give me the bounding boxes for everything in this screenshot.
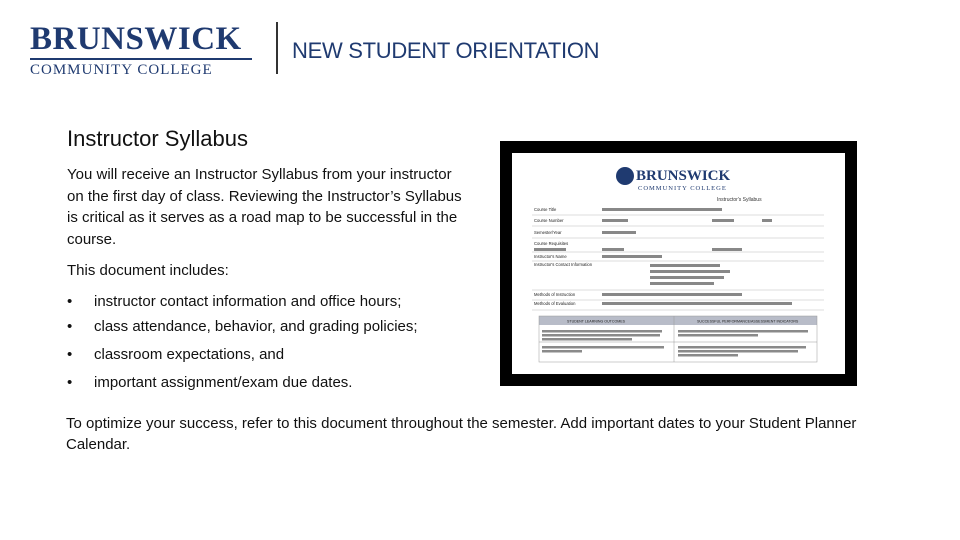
bullet-item — [67, 373, 418, 395]
syllabus-label: Semester/Year — [534, 230, 562, 235]
bullet-icon: • — [67, 374, 73, 391]
header-title: NEW STUDENT ORIENTATION — [292, 38, 600, 63]
seal-icon — [616, 167, 634, 185]
syllabus-label: Methods of Instruction — [534, 292, 576, 297]
syllabus-values — [534, 208, 792, 305]
bullet-text: important assignment/exam due dates. — [94, 374, 353, 391]
slide-title: Instructor Syllabus — [67, 126, 248, 151]
intro-paragraph: You will receive an Instructor Syllabus from your instructor on the first day of class. Reviewing the Instructor’s Syllabus is critical as it serves as a road map to be successful in the course. — [67, 166, 462, 248]
closing-paragraph: To optimize your success, refer to this document throughout the semester. Add important dates to your Student Planner Calendar. — [66, 415, 857, 453]
syllabus-label: Methods of Evaluation — [534, 301, 576, 306]
syllabus-heading: Instructor's Syllabus — [717, 197, 762, 203]
bullet-text: classroom expectations, and — [94, 346, 285, 363]
syllabus-table-col: SUCCESSFUL PERFORMANCE/ASSESSMENT INDICATORS — [697, 319, 799, 324]
syllabus-drawing — [512, 153, 845, 374]
bullet-text: class attendance, behavior, and grading policies; — [94, 318, 418, 335]
bullet-text: instructor contact information and office hours; — [94, 293, 402, 310]
bullet-item — [67, 345, 418, 367]
syllabus-table-col: STUDENT LEARNING OUTCOMES — [567, 319, 626, 324]
header-divider — [276, 22, 278, 74]
syllabus-logo-top: BRUNSWICK — [636, 168, 731, 184]
syllabus-logo-bottom: COMMUNITY COLLEGE — [638, 185, 727, 192]
bullet-icon: • — [67, 293, 73, 310]
bullet-icon: • — [67, 318, 73, 335]
syllabus-image — [500, 141, 857, 386]
syllabus-page — [510, 151, 847, 376]
logo-rule — [30, 58, 252, 60]
syllabus-label: Course Number — [534, 218, 564, 223]
syllabus-label: Course Title — [534, 207, 557, 212]
includes-label: This document includes: — [67, 262, 229, 279]
bullet-item — [67, 292, 418, 314]
logo-subtitle: COMMUNITY COLLEGE — [30, 62, 213, 78]
syllabus-label: Instructor's Name — [534, 254, 567, 259]
bullet-icon: • — [67, 346, 73, 363]
syllabus-label: Instructor's Contact Information — [534, 262, 593, 267]
bullet-list — [67, 292, 418, 395]
syllabus-label: Course Requisites — [534, 241, 569, 246]
logo-wordmark: BRUNSWICK — [30, 21, 242, 57]
bullet-item — [67, 317, 418, 339]
college-logo — [30, 22, 252, 79]
